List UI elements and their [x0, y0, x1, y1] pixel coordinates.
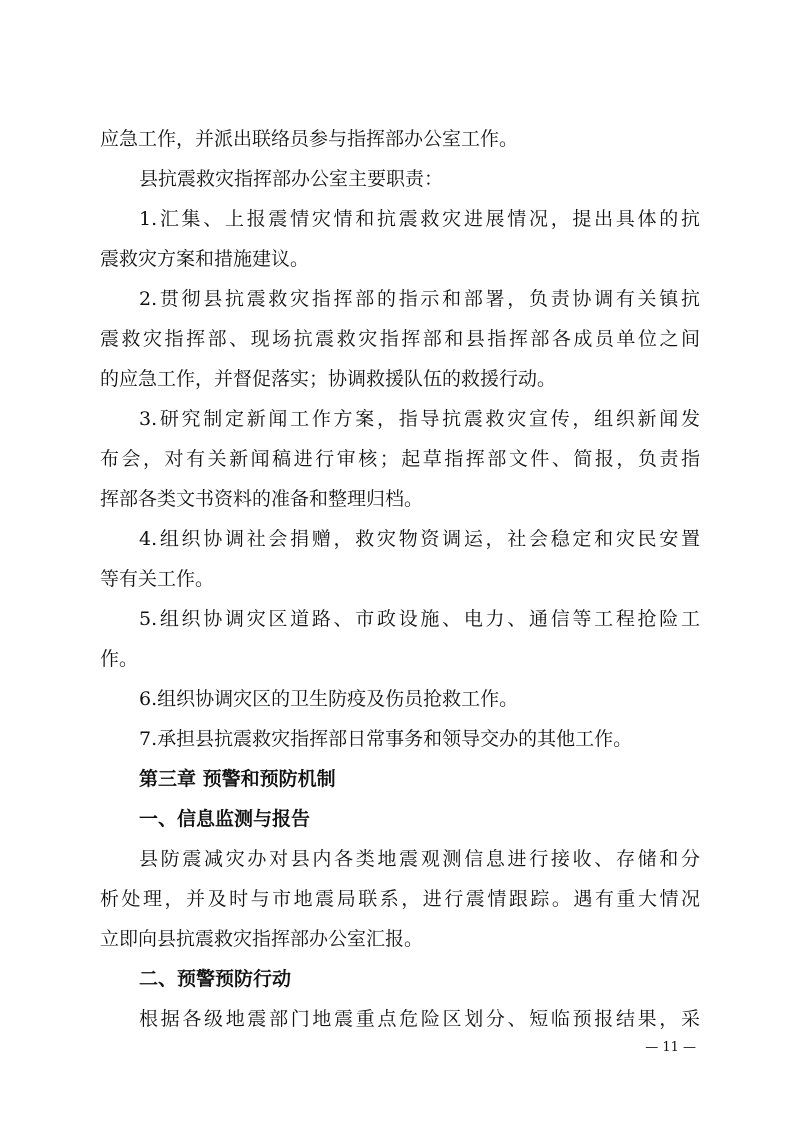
text-line: 布会，对有关新闻稿进行审核；起草指挥部文件、简报，负责指 [100, 448, 700, 470]
text-line: 1.汇集、上报震情灾情和抗震救灾进展情况，提出具体的抗 [139, 208, 700, 230]
page-number: — 11 — [645, 1040, 696, 1055]
text-line: 县抗震救灾指挥部办公室主要职责： [139, 168, 444, 190]
text-line: 立即向县抗震救灾指挥部办公室汇报。 [100, 928, 424, 950]
text-line: 挥部各类文书资料的准备和整理归档。 [100, 488, 424, 510]
text-line: 作。 [100, 648, 139, 670]
text-line: 县防震减灾办对县内各类地震观测信息进行接收、存储和分 [139, 848, 700, 870]
text-line: 3.研究制定新闻工作方案，指导抗震救灾宣传，组织新闻发 [139, 408, 700, 430]
text-line: 等有关工作。 [100, 568, 215, 590]
text-line: 应急工作，并派出联络员参与指挥部办公室工作。 [100, 128, 519, 150]
text-line: 5.组织协调灾区道路、市政设施、电力、通信等工程抢险工 [139, 608, 700, 630]
section-heading: 二、预警预防行动 [139, 968, 292, 990]
text-line: 震救灾方案和措施建议。 [100, 248, 310, 270]
text-line: 6.组织协调灾区的卫生防疫及伤员抢救工作。 [139, 688, 519, 710]
text-line: 震救灾指挥部、现场抗震救灾指挥部和县指挥部各成员单位之间 [100, 328, 700, 350]
text-line: 4.组织协调社会捐赠，救灾物资调运，社会稳定和灾民安置 [139, 528, 700, 550]
text-line: 7.承担县抗震救灾指挥部日常事务和领导交办的其他工作。 [139, 728, 633, 750]
section-heading: 一、信息监测与报告 [139, 808, 311, 830]
chapter-heading: 第三章 预警和预防机制 [139, 768, 336, 790]
text-line: 析处理，并及时与市地震局联系，进行震情跟踪。遇有重大情况 [100, 888, 700, 910]
text-line: 2.贯彻县抗震救灾指挥部的指示和部署，负责协调有关镇抗 [139, 288, 700, 310]
text-line: 的应急工作，并督促落实；协调救援队伍的救援行动。 [100, 368, 557, 390]
text-line: 根据各级地震部门地震重点危险区划分、短临预报结果，采 [139, 1008, 700, 1030]
